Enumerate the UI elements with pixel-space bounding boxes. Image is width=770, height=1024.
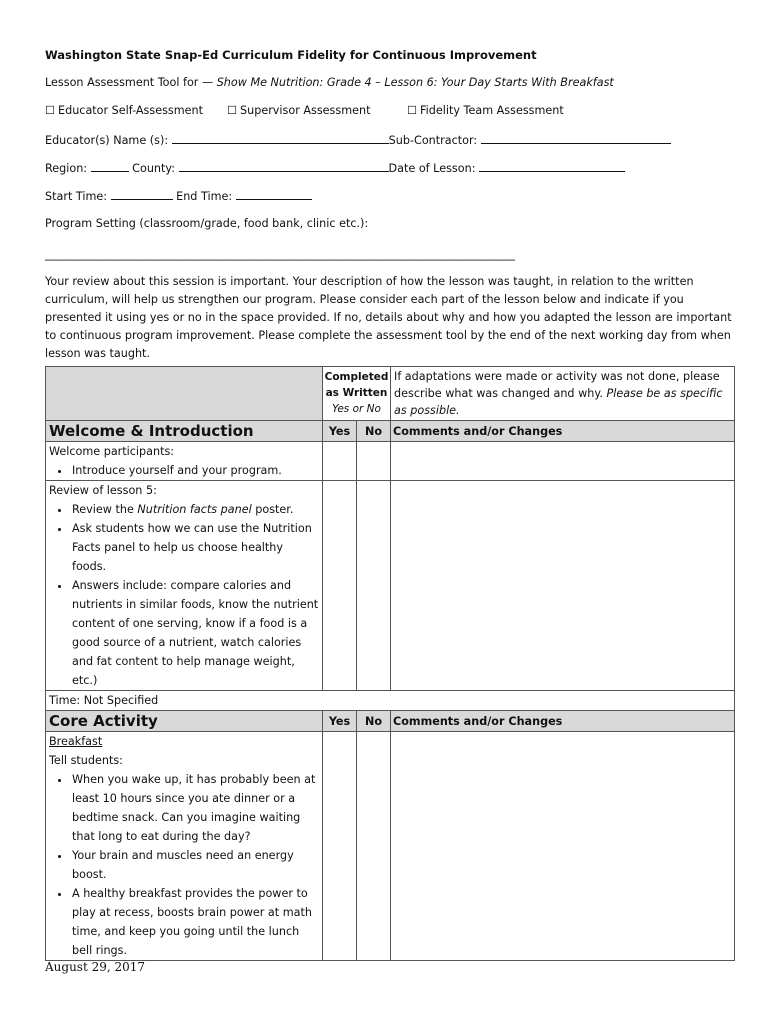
section-title: Core Activity (46, 711, 323, 732)
no-header: No (357, 711, 391, 732)
page-title: Washington State Snap-Ed Curriculum Fidelity for Continuous Improvement (45, 48, 537, 62)
yes-header: Yes (323, 711, 357, 732)
date-of-lesson-field[interactable] (479, 161, 625, 172)
header-blank-cell (46, 367, 323, 421)
no-header: No (357, 421, 391, 442)
no-cell[interactable] (357, 481, 391, 691)
table-row-welcome (46, 442, 735, 481)
section-header-welcome (46, 421, 735, 442)
date-of-lesson-label: Date of Lesson: (388, 162, 480, 175)
educator-name-field[interactable] (172, 133, 389, 144)
table-header-row (46, 367, 735, 421)
yes-header: Yes (323, 421, 357, 442)
tool-prefix: Lesson Assessment Tool for — (45, 76, 217, 89)
region-line (45, 161, 625, 175)
comments-cell[interactable] (391, 732, 735, 961)
comments-cell[interactable] (391, 481, 735, 691)
county-field[interactable] (179, 161, 389, 172)
checkbox-icon[interactable]: ☐ (45, 104, 56, 117)
fidelity-team-assessment-checkbox[interactable]: ☐ Fidelity Team Assessment (407, 104, 564, 117)
welcome-content: Welcome participants: • Introduce yourself and your program. (46, 442, 323, 481)
educator-line (45, 133, 671, 147)
subcontractor-field[interactable] (481, 133, 671, 144)
adaptations-header: If adaptations were made or activity was not done, please describe what was changed and why. Please be as specific as possible. (391, 367, 735, 421)
county-label: County: (128, 162, 179, 175)
table-row-review (46, 481, 735, 691)
yes-cell[interactable] (323, 481, 357, 691)
section-title: Welcome & Introduction (46, 421, 323, 442)
end-time-label: End Time: (172, 190, 236, 203)
completed-as-written-header: Completed as Written Yes or No (323, 367, 391, 421)
educator-self-assessment-checkbox[interactable]: ☐ Educator Self-Assessment (45, 104, 204, 117)
intro-paragraph: Your review about this session is important. Your description of how the lesson was taught, in relation to the written curriculum, will help us strengthen our program. Please consider each part of the lesson below and indicate if you presented it using yes or no in the space provided. If no, details about why and how you adapted the lesson are important to continuous program improvement. Please complete the assessment tool by the end of the next working day from when lesson was taught. (45, 275, 732, 360)
yes-cell[interactable] (323, 732, 357, 961)
time-line (45, 189, 312, 203)
table-row-breakfast (46, 732, 735, 961)
footer-date: August 29, 2017 (45, 960, 146, 974)
comments-header: Comments and/or Changes (391, 711, 735, 732)
region-label: Region: (45, 162, 91, 175)
no-cell[interactable] (357, 732, 391, 961)
tool-line (45, 76, 614, 89)
table-row-time (46, 691, 735, 711)
no-cell[interactable] (357, 442, 391, 481)
region-field[interactable] (91, 161, 129, 172)
time-note: Time: Not Specified (46, 691, 735, 711)
start-time-field[interactable] (111, 189, 173, 200)
lesson-name: Show Me Nutrition: Grade 4 – Lesson 6: Your Day Starts With Breakfast (216, 76, 614, 89)
assessment-table (45, 366, 735, 961)
assessment-type-checkboxes (45, 104, 735, 120)
checkbox-icon[interactable]: ☐ (227, 104, 238, 117)
supervisor-assessment-checkbox[interactable]: ☐ Supervisor Assessment (227, 104, 371, 117)
comments-cell[interactable] (391, 442, 735, 481)
end-time-field[interactable] (236, 189, 312, 200)
educator-name-label: Educator(s) Name (s): (45, 134, 172, 147)
start-time-label: Start Time: (45, 190, 111, 203)
section-header-core (46, 711, 735, 732)
review-content: Review of lesson 5: • Review the Nutrition facts panel poster. • Ask students how we can use the Nutrition Facts panel to help us choose healthy foods. • Answers include: compare calories and nutrients in similar foods, know the nutrient content of one serving, know if a food is a good source of a nutrient, watch calories and fat content to help manage weight, etc.) (46, 481, 323, 691)
program-setting-field[interactable]: ______________________________________________________________________________________________ (45, 248, 515, 261)
subcontractor-label: Sub-Contractor: (388, 134, 481, 147)
yes-cell[interactable] (323, 442, 357, 481)
breakfast-content: Breakfast Tell students: • When you wake up, it has probably been at least 10 hours since you ate dinner or a bedtime snack. Can you imagine waiting that long to eat during the day? • Your brain and muscles need an energy boost. • A healthy breakfast provides the power to play at recess, boosts brain power at math time, and keep you going until the lunch bell rings. (46, 732, 323, 961)
breakfast-subhead: Breakfast (49, 735, 103, 748)
program-setting-label: Program Setting (classroom/grade, food bank, clinic etc.): (45, 217, 369, 230)
comments-header: Comments and/or Changes (391, 421, 735, 442)
checkbox-icon[interactable]: ☐ (407, 104, 418, 117)
